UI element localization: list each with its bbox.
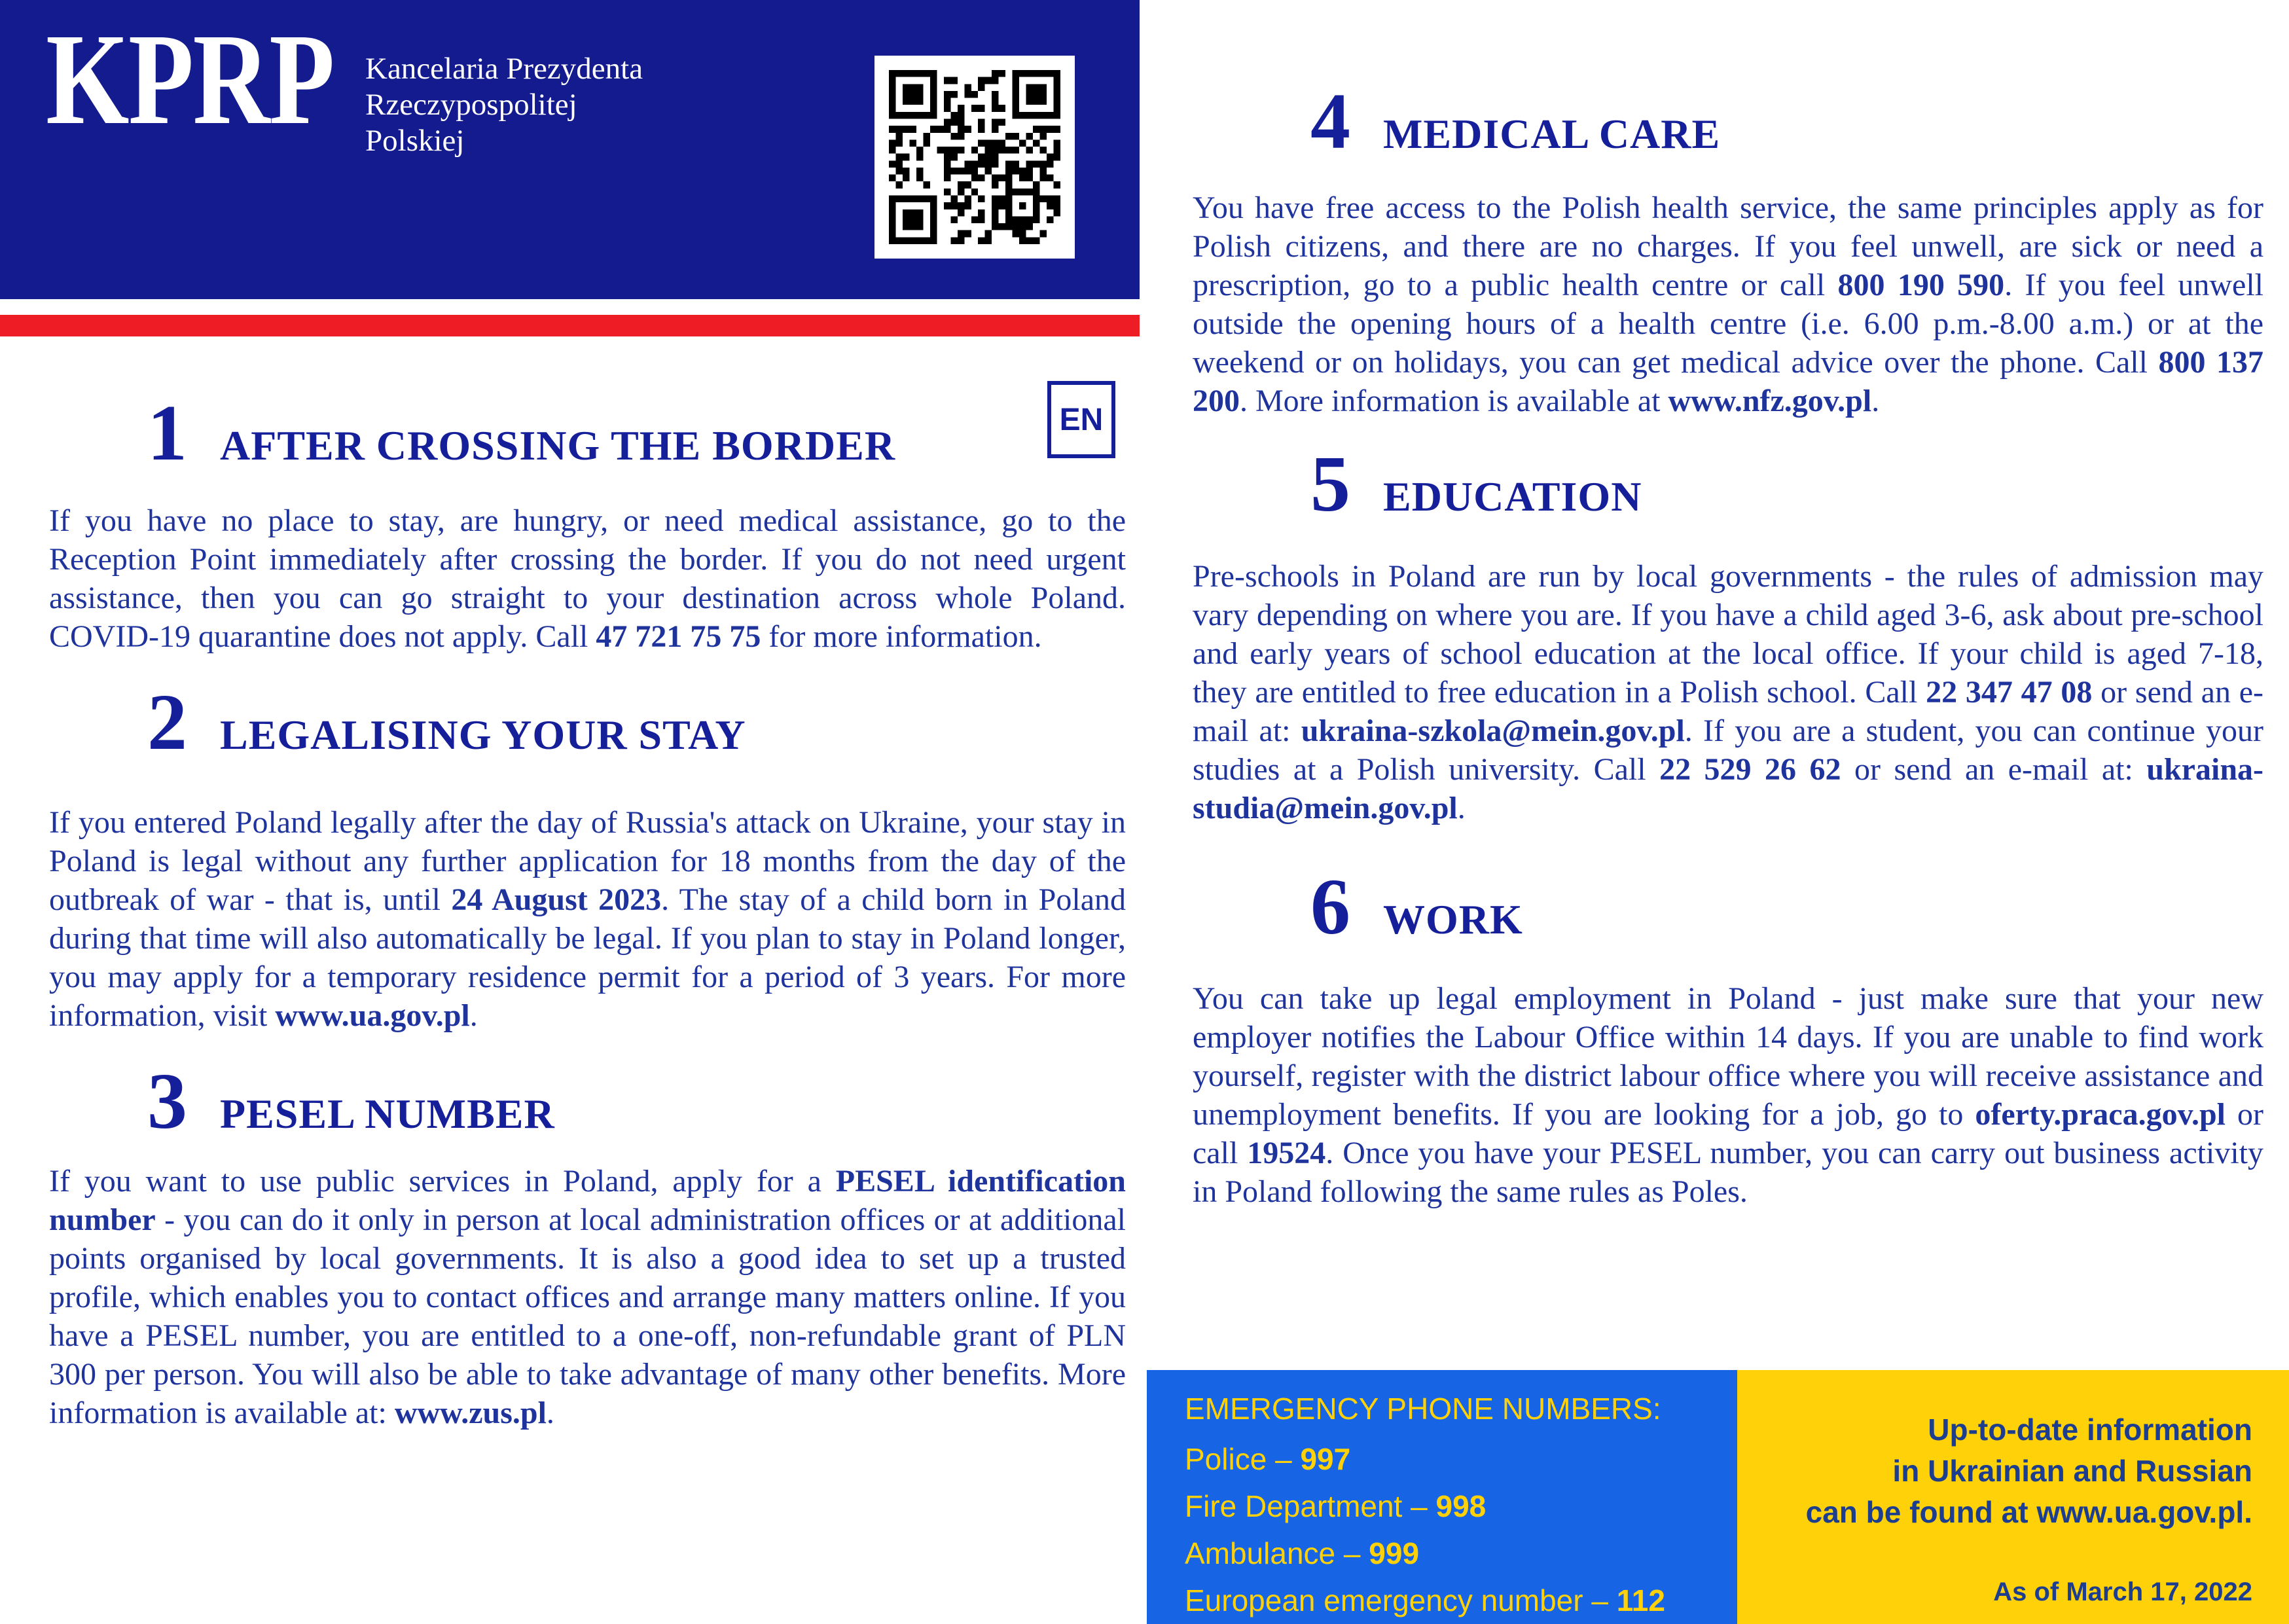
section-6-work [1193, 861, 2263, 1211]
section-body: Pre-schools in Poland are run by local governments - the rules of admission may vary depending on where you are. If you have a child aged 3-6, ask about pre-school and early years of school education at the local office. If your child is aged 7-18, they are entitled to free education in a Polish school. Call 22 347 47 08 or send an e-mail at: ukraina-szkola@mein.gov.pl. If you are a student, you can continue your studies at a Polish university. Call 22 529 26 62 or send an e-mail at: ukraina-studia@mein.gov.pl. [1193, 558, 2264, 825]
right-column [1193, 37, 2263, 1211]
section-title: PESEL NUMBER [220, 1090, 555, 1137]
info-line-url: can be found at www.ua.gov.pl. [1805, 1495, 2252, 1529]
emergency-label: Ambulance – [1185, 1536, 1369, 1570]
org-name-line: Polskiej [365, 124, 465, 158]
section-title: WORK [1383, 895, 1523, 943]
emergency-number: 112 [1616, 1583, 1665, 1617]
section-heading [1193, 861, 2263, 953]
section-title: AFTER CROSSING THE BORDER [220, 422, 896, 469]
section-heading [1193, 439, 2263, 530]
section-body: If you entered Poland legally after the day of Russia's attack on Ukraine, your stay in Poland is legal without any further application for 18 months from the day of the outbreak of war - that is, until 24 August 2023. The stay of a child born in Poland during that time will also automatically be legal. If you plan to stay in Poland longer, you may apply for a temporary residence permit for a period of 3 years. For more information, visit www.ua.gov.pl. [49, 804, 1126, 1033]
emergency-title: EMERGENCY PHONE NUMBERS: [1185, 1392, 1661, 1426]
section-3-pesel-number [49, 1056, 1126, 1432]
info-line: in Ukrainian and Russian [1892, 1454, 2252, 1488]
section-heading [49, 1056, 1126, 1147]
emergency-item-police [1185, 1435, 1724, 1483]
section-title: MEDICAL CARE [1383, 111, 1721, 157]
emergency-label: European emergency number – [1185, 1583, 1617, 1617]
section-body: If you have no place to stay, are hungry, or need medical assistance, go to the Reception Point immediately after crossing the border. If you do not need urgent assistance, then you can go straight to your destination across whole Poland. COVID-19 quarantine does not apply. Call 47 721 75 75 for more information. [49, 503, 1126, 655]
emergency-number: 998 [1435, 1489, 1487, 1523]
org-name [365, 51, 643, 159]
emergency-number: 999 [1369, 1536, 1420, 1570]
header-banner [0, 0, 1140, 299]
info-line: Up-to-date information [1928, 1413, 2252, 1447]
emergency-label: Police – [1185, 1442, 1301, 1476]
section-number: 1 [147, 389, 187, 477]
date-note: As of March 17, 2022 [1993, 1578, 2252, 1606]
section-body: You can take up legal employment in Poland - just make sure that your new employer notifies the Labour Office within 14 days. If you are unable to find work yourself, register with the district labour office where you will receive assistance and unemployment benefits. If you are looking for a job, go to oferty.praca.gov.pl or call 19524. Once you have your PESEL number, you can carry out business activity in Poland following the same rules as Poles. [1193, 981, 2264, 1209]
section-5-education [1193, 439, 2263, 827]
up-to-date-info-box [1737, 1370, 2289, 1624]
qr-code [874, 56, 1075, 259]
section-number: 3 [147, 1056, 187, 1146]
section-4-medical-care [1193, 76, 2263, 420]
section-title: LEGALISING YOUR STAY [220, 712, 746, 759]
org-name-line: Rzeczypospolitej [365, 88, 577, 122]
left-column [49, 364, 1126, 1432]
section-title: EDUCATION [1383, 473, 1642, 520]
org-name-line: Kancelaria Prezydenta [365, 52, 643, 86]
section-heading [49, 388, 1126, 479]
section-heading [49, 677, 1126, 768]
section-number: 5 [1310, 440, 1350, 529]
emergency-item-european [1185, 1577, 1724, 1624]
section-1-after-crossing-the-border [49, 388, 1126, 656]
flag-red-stripe [0, 315, 1140, 336]
section-number: 4 [1310, 77, 1350, 166]
flag-white-stripe [0, 299, 1140, 315]
emergency-item-fire [1185, 1483, 1724, 1530]
section-number: 2 [147, 678, 187, 767]
emergency-label: Fire Department – [1185, 1489, 1436, 1523]
emergency-phone-numbers-box [1147, 1370, 1737, 1624]
emergency-number: 997 [1300, 1442, 1351, 1476]
section-body: You have free access to the Polish health service, the same principles apply as for Polish citizens, and there are no charges. If you feel unwell, are sick or need a prescription, go to a public health centre or call 800 190 590. If you feel unwell outside the opening hours of a health centre (i.e. 6.00 p.m.-8.00 a.m.) or at the weekend or on holidays, you can get medical advice over the phone. Call 800 137 200. More information is available at www.nfz.gov.pl. [1193, 190, 2264, 419]
section-heading [1193, 76, 2263, 168]
section-number: 6 [1310, 862, 1350, 951]
section-2-legalising-your-stay [49, 677, 1126, 1034]
kprp-logo: KPRP [46, 7, 334, 152]
emergency-item-ambulance [1185, 1530, 1724, 1577]
section-body: If you want to use public services in Poland, apply for a PESEL identification number - you can do it only in person at local administration offices or at additional points organised by local governments. It is also a good idea to set up a trusted profile, which enables you to contact offices and arrange many matters online. If you have a PESEL number, you are entitled to a one-off, non-refundable grant of PLN 300 per person. You will also be able to take advantage of many other benefits. More information is available at: www.zus.pl. [49, 1163, 1126, 1430]
language-badge: EN [1047, 381, 1115, 458]
